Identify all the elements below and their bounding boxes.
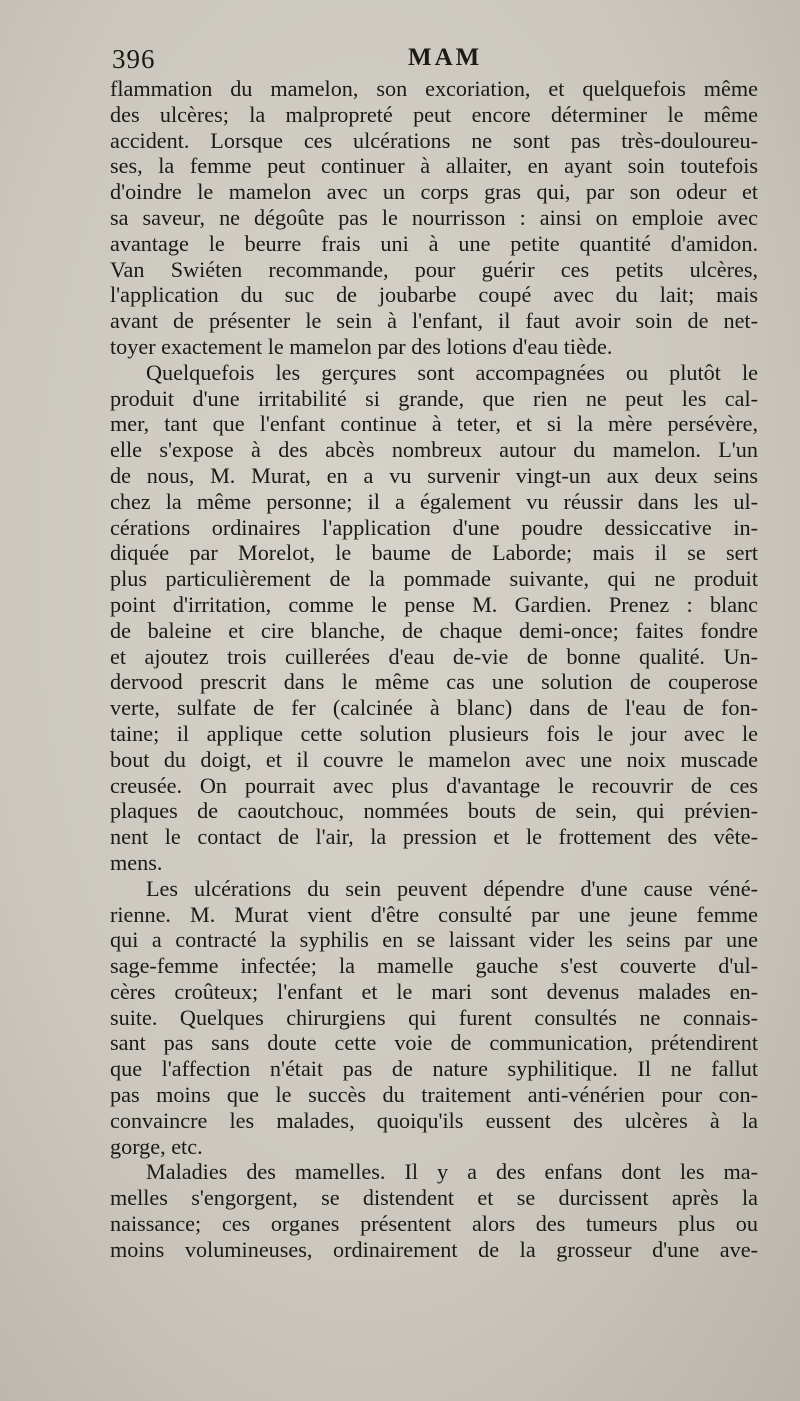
text-line: et ajoutez trois cuillerées d'eau de-vie de bonne qualité. Un-	[110, 643, 758, 669]
text-line: avant de présenter le sein à l'enfant, il faut avoir soin de net-	[110, 308, 758, 334]
body-text	[110, 76, 758, 1263]
text-line: avantage le beurre frais uni à une petite quantité d'amidon.	[110, 230, 758, 256]
text-line: creusée. On pourrait avec plus d'avantage le recouvrir de ces	[110, 772, 758, 798]
paragraph-start-line: Maladies des mamelles. Il y a des enfans dont les ma-	[146, 1159, 758, 1185]
text-line: d'oindre le mamelon avec un corps gras qui, par son odeur et	[110, 179, 758, 205]
text-line: que l'affection n'était pas de nature syphilitique. Il ne fallut	[110, 1056, 758, 1082]
text-line: qui a contracté la syphilis en se laissant vider les seins par une	[110, 927, 758, 953]
paragraph-start-line: Les ulcérations du sein peuvent dépendre d'une cause véné-	[146, 875, 758, 901]
text-line: nent le contact de l'air, la pression et le frottement des vête-	[110, 824, 758, 850]
page-header	[112, 44, 760, 80]
text-line: dervood prescrit dans le même cas une solution de couperose	[110, 669, 758, 695]
text-line: taine; il applique cette solution plusieurs fois le jour avec le	[110, 720, 758, 746]
text-line: naissance; ces organes présentent alors des tumeurs plus ou	[110, 1211, 758, 1237]
text-line: melles s'engorgent, se distendent et se durcissent après la	[110, 1185, 758, 1211]
text-line: flammation du mamelon, son excoriation, et quelquefois même	[110, 76, 758, 101]
text-line: bout du doigt, et il couvre le mamelon avec une noix muscade	[110, 746, 758, 772]
text-line: sant pas sans doute cette voie de communication, prétendirent	[110, 1030, 758, 1056]
text-line: elle s'expose à des abcès nombreux autour du mamelon. L'un	[110, 437, 758, 463]
text-line: de baleine et cire blanche, de chaque demi-once; faites fondre	[110, 617, 758, 643]
text-line: moins volumineuses, ordinairement de la grosseur d'une ave-	[110, 1236, 758, 1262]
text-line: mer, tant que l'enfant continue à teter, et si la mère persévère,	[110, 411, 758, 437]
text-line: diquée par Morelot, le baume de Laborde; mais il se sert	[110, 540, 758, 566]
text-line: chez la même personne; il a également vu réussir dans les ul-	[110, 488, 758, 514]
text-line: Van Swiéten recommande, pour guérir ces petits ulcères,	[110, 256, 758, 282]
text-line: sage-femme infectée; la mamelle gauche s'est couverte d'ul-	[110, 953, 758, 979]
page-number: 396	[112, 44, 156, 74]
text-line: cères croûteux; l'enfant et le mari sont devenus malades en-	[110, 978, 758, 1004]
text-line: suite. Quelques chirurgiens qui furent consultés ne connais-	[110, 1004, 758, 1030]
text-line: produit d'une irritabilité si grande, que rien ne peut les cal-	[110, 385, 758, 411]
text-line: toyer exactement le mamelon par des lotions d'eau tiède.	[110, 333, 613, 359]
text-line: mens.	[110, 849, 163, 875]
text-line: cérations ordinaires l'application d'une poudre dessiccative in-	[110, 514, 758, 540]
paragraph-start-line: Quelquefois les gerçures sont accompagnées ou plutôt le	[146, 359, 758, 385]
text-line: verte, sulfate de fer (calcinée à blanc) dans de l'eau de fon-	[110, 695, 758, 721]
text-line: point d'irritation, comme le pense M. Gardien. Prenez : blanc	[110, 591, 758, 617]
text-line: plus particulièrement de la pommade suivante, qui ne produit	[110, 566, 758, 592]
text-line: rienne. M. Murat vient d'être consulté par une jeune femme	[110, 901, 758, 927]
text-line: de nous, M. Murat, en a vu survenir vingt-un aux deux seins	[110, 462, 758, 488]
text-line: plaques de caoutchouc, nommées bouts de sein, qui prévien-	[110, 798, 758, 824]
running-head: MAM	[408, 44, 483, 71]
text-line: des ulcères; la malpropreté peut encore déterminer le même	[110, 101, 758, 127]
text-line: accident. Lorsque ces ulcérations ne sont pas très-douloureu-	[110, 127, 758, 153]
text-line: ses, la femme peut continuer à allaiter, en ayant soin toutefois	[110, 153, 758, 179]
text-line: l'application du suc de joubarbe coupé avec du lait; mais	[110, 282, 758, 308]
text-line: pas moins que le succès du traitement anti-vénérien pour con-	[110, 1082, 758, 1108]
text-line: sa saveur, ne dégoûte pas le nourrisson : ainsi on emploie avec	[110, 204, 758, 230]
text-line: convaincre les malades, quoiqu'ils eussent des ulcères à la	[110, 1107, 758, 1133]
text-line: gorge, etc.	[110, 1133, 203, 1159]
